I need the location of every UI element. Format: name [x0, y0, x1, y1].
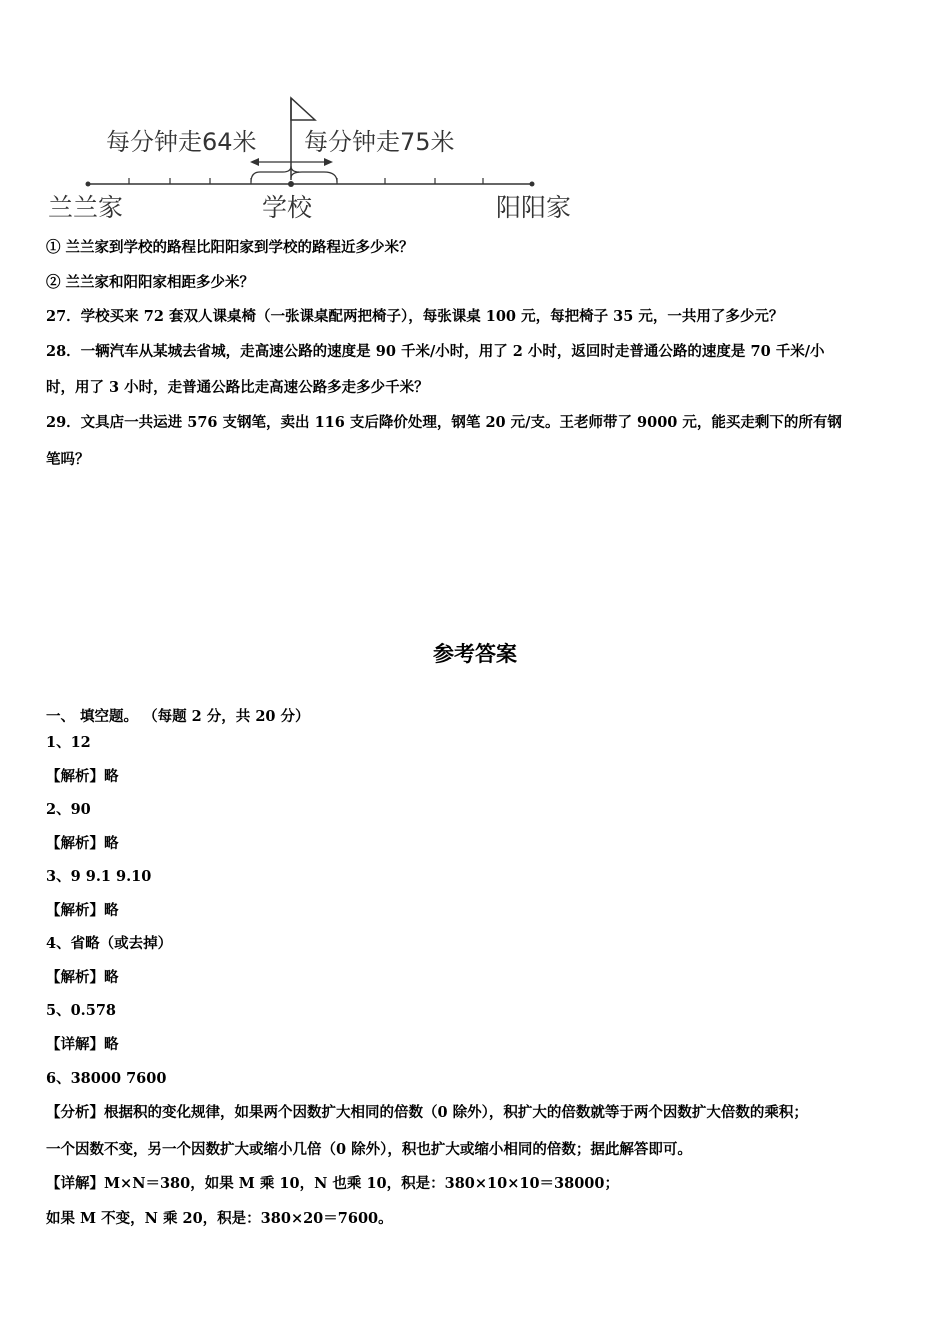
left-speed-label: 每分钟走64米	[106, 128, 257, 156]
answer-1-note: 【解析】略	[46, 768, 119, 785]
left-brace	[251, 166, 299, 182]
answer-4: 4、省略（或去掉）	[46, 935, 173, 952]
question-29-line1: 29．文具店一共运进 576 支钢笔，卖出 116 支后降价处理，钢笔 20 元/支。王老师带了 9000 元，能买走剩下的所有钢	[46, 414, 842, 431]
question-29-line2: 笔吗？	[46, 451, 90, 468]
route-diagram	[40, 92, 600, 232]
question-28-line1: 28．一辆汽车从某城去省城，走高速公路的速度是 90 千米/小时，用了 2 小时，返回时走普通公路的速度是 70 千米/小	[46, 343, 825, 360]
answer-6-detail-line2: 如果 M 不变，N 乘 20，积是：380×20＝7600。	[46, 1210, 393, 1227]
question-27: 27．学校买来 72 套双人课桌椅（一张课桌配两把椅子），每张课桌 100 元，每把椅子 35 元，一共用了多少元？	[46, 308, 784, 325]
section-heading: 一、 填空题。 （每题 2 分，共 20 分）	[46, 708, 310, 725]
answer-5-note: 【详解】略	[46, 1036, 119, 1053]
answer-6-analysis-line2: 一个因数不变，另一个因数扩大或缩小几倍（0 除外），积也扩大或缩小相同的倍数；据此解答即可。	[46, 1141, 692, 1158]
right-arrow-icon	[324, 158, 333, 166]
flag-icon	[291, 98, 315, 120]
question-26-1: ① 兰兰家到学校的路程比阳阳家到学校的路程近多少米？	[46, 239, 414, 256]
home-left-label: 兰兰家	[48, 193, 124, 222]
right-brace	[291, 172, 337, 182]
question-26-2: ② 兰兰家和阳阳家相距多少米？	[46, 274, 255, 291]
answer-5: 5、0.578	[46, 1002, 116, 1019]
left-arrow-icon	[250, 158, 259, 166]
answer-2: 2、90	[46, 801, 91, 818]
right-speed-label: 每分钟走75米	[304, 128, 455, 156]
answer-1: 1、12	[46, 734, 91, 751]
answer-6: 6、38000 7600	[46, 1070, 167, 1087]
answer-4-note: 【解析】略	[46, 969, 119, 986]
answer-2-note: 【解析】略	[46, 835, 119, 852]
answer-3-note: 【解析】略	[46, 902, 119, 919]
school-label: 学校	[262, 193, 313, 222]
answer-6-detail-line1: 【详解】M×N＝380，如果 M 乘 10，N 也乘 10，积是：380×10×10＝38000；	[46, 1175, 619, 1192]
answer-6-analysis-line1: 【分析】根据积的变化规律，如果两个因数扩大相同的倍数（0 除外），积扩大的倍数就等于两个因数扩大倍数的乘积；	[46, 1104, 808, 1121]
answer-3: 3、9 9.1 9.10	[46, 868, 152, 885]
question-28-line2: 时，用了 3 小时，走普通公路比走高速公路多走多少千米？	[46, 379, 429, 396]
answer-key-title: 参考答案	[433, 642, 517, 666]
home-right-label: 阳阳家	[496, 193, 572, 222]
